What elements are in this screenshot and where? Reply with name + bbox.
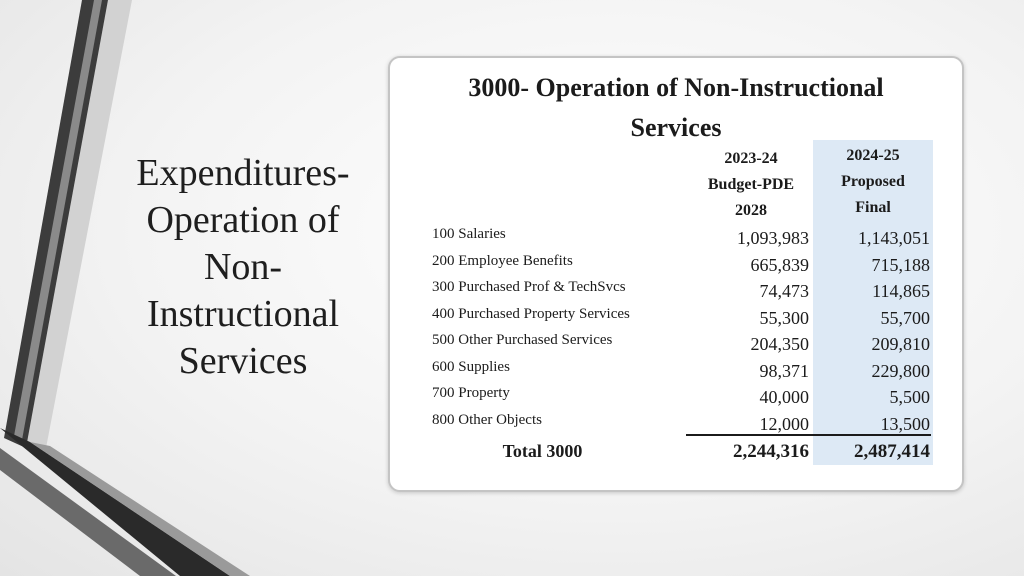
row-proposed-value: 229,800 (871, 360, 930, 381)
row-proposed-value: 114,865 (872, 281, 930, 301)
slide-title-line: Non- (203, 246, 283, 288)
row-label: 100 Salaries (432, 226, 506, 242)
total-label: Total 3000 (502, 441, 583, 461)
row-budget-value: 98,371 (759, 360, 809, 381)
row-proposed-value: 13,500 (880, 413, 930, 434)
table-title-line: Services (630, 113, 722, 142)
header-line: Final (855, 199, 891, 216)
header-line: 2023-24 (724, 150, 778, 167)
row-proposed-value: 715,188 (871, 254, 930, 275)
slide-title (118, 150, 368, 385)
slide-title-line: Services (178, 340, 308, 382)
column-header-proposed (813, 143, 933, 221)
header-line: Proposed (841, 173, 905, 190)
total-proposed-value: 2,487,414 (854, 441, 930, 462)
row-label: 300 Purchased Prof & TechSvcs (432, 279, 626, 295)
row-label: 600 Supplies (432, 358, 510, 375)
row-label: 200 Employee Benefits (432, 252, 573, 269)
row-budget-value: 12,000 (759, 413, 809, 434)
table-title (390, 68, 962, 148)
table-row (390, 223, 962, 250)
slide-title-line: Expenditures- (136, 152, 350, 194)
row-proposed-value: 5,500 (889, 387, 930, 407)
row-label: 800 Other Objects (432, 411, 542, 428)
total-budget-value: 2,244,316 (733, 441, 809, 462)
header-line: Budget-PDE (707, 176, 795, 193)
row-proposed-value: 55,700 (880, 307, 930, 328)
row-proposed-value: 1,143,051 (858, 228, 930, 248)
table-row (390, 356, 962, 383)
table-row (390, 329, 962, 356)
total-row (390, 438, 962, 466)
table-row (390, 303, 962, 330)
table-row (390, 382, 962, 409)
budget-table-card (388, 56, 964, 492)
row-budget-value: 40,000 (759, 387, 809, 407)
table-body (390, 223, 962, 435)
table-row (390, 250, 962, 277)
row-label: 700 Property (432, 385, 510, 401)
table-title-line: 3000- Operation of Non-Instructional (468, 73, 884, 102)
row-label: 400 Purchased Property Services (432, 305, 630, 322)
total-divider (686, 434, 931, 436)
column-header-budget (686, 146, 816, 224)
table-row (390, 409, 962, 436)
row-budget-value: 665,839 (750, 254, 809, 275)
row-budget-value: 55,300 (759, 307, 809, 328)
table-row (390, 276, 962, 303)
slide-title-line: Operation of (146, 199, 340, 241)
slide-title-line: Instructional (146, 293, 340, 335)
row-budget-value: 1,093,983 (737, 228, 809, 248)
header-line: 2024-25 (846, 147, 900, 164)
row-budget-value: 74,473 (759, 281, 809, 301)
row-label: 500 Other Purchased Services (432, 332, 613, 348)
row-budget-value: 204,350 (750, 334, 809, 354)
header-line: 2028 (735, 202, 767, 219)
row-proposed-value: 209,810 (871, 334, 930, 354)
